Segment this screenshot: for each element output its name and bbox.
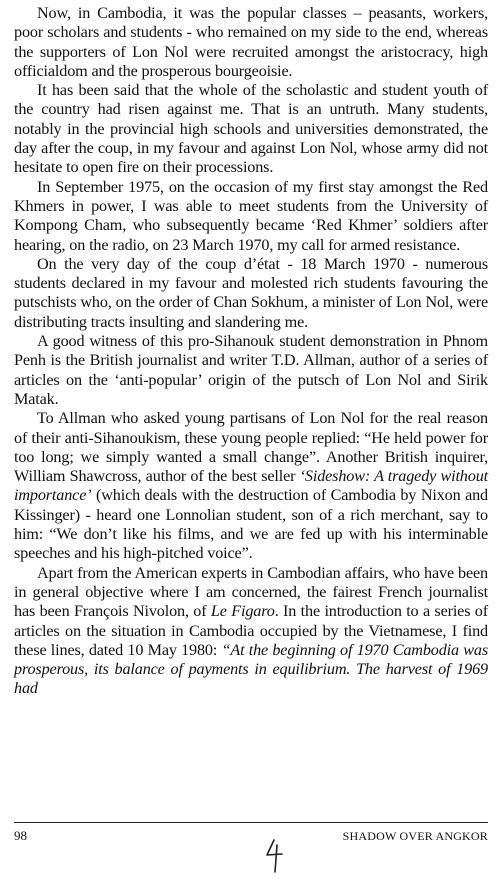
paragraph — [14, 332, 488, 409]
paragraph — [14, 564, 488, 699]
text-run: Now, in Cambodia, it was the popular classes – peasants, workers, poor scholars and students - who remained on my side to the end, whereas the supporters of Lon Nol were recruited amongst the aristocracy, high officialdom and the prosperous bourgeoisie. — [14, 4, 488, 80]
running-title: SHADOW OVER ANGKOR — [342, 829, 488, 843]
page-number: 98 — [14, 828, 27, 843]
text-run: It has been said that the whole of the scholastic and student youth of the country had risen against me. That is an untruth. Many students, notably in the provincial high schools and universities demonstrated, the day after the coup, in my favour and against Lon Nol, whose army did not hesitate to open fire on their processions. — [14, 81, 488, 177]
text-run: A good witness of this pro-Sihanouk student demonstration in Phnom Penh is the British journalist and writer T.D. Allman, author of a series of articles on the ‘anti-popular’ origin of the putsch of Lon Nol and Sirik Matak. — [14, 332, 488, 408]
handwritten-four-icon — [258, 838, 292, 874]
text-run: In September 1975, on the occasion of my first stay amongst the Red Khmers in power, I was able to meet students from the University of Kompong Cham, who subsequently became ‘Red Khmer’ soldiers after hearing, on the radio, on 23 March 1970, my call for armed resistance. — [14, 177, 488, 254]
text-run: (which deals with the destruction of Cambodia by Nixon and Kissinger) - heard one Lonnolian student, son of a rich merchant, say to him: “We don’t like his films, and we are fed up with his interminable speeches and his high-pitched voice”. — [14, 486, 488, 563]
italic-text: “At the beginning of 1970 Cambodia was prosperous, its balance of payments in equilibrium. The harvest of 1969 had — [14, 640, 488, 698]
paragraph — [14, 178, 488, 255]
text-run: Apart from the American experts in Cambodian affairs, who have been in general objective where I am concerned, the fairest French journalist has been François Nivolon, of — [14, 563, 488, 621]
text-run: On the very day of the coup d’état - 18 March 1970 - numerous students declared in my favour and molested rich students favouring the putschists who, on the order of Chan Sokhum, a minister of Lon Nol, were distributing tracts insulting and slandering me. — [14, 254, 488, 331]
italic-text: ‘Sideshow: A tragedy without importance’ — [14, 467, 488, 505]
page-footer — [14, 822, 488, 844]
italic-text: Le Figaro — [210, 602, 275, 621]
paragraph — [14, 4, 488, 81]
text-run: To Allman who asked young partisans of Lon Nol for the real reason of their anti-Sihanoukism, these young people replied: “He held power for too long; we simply wanted a small change”. Another British inquirer, William Shawcross, author of the best seller — [14, 409, 488, 486]
paragraph — [14, 255, 488, 332]
paragraph — [14, 409, 488, 563]
text-run: . In the introduction to a series of articles on the situation in Cambodia occupied by the Vietnamese, I find these lines, dated 10 May 1980: — [14, 602, 488, 659]
paragraph — [14, 81, 488, 177]
page-body — [14, 4, 488, 699]
